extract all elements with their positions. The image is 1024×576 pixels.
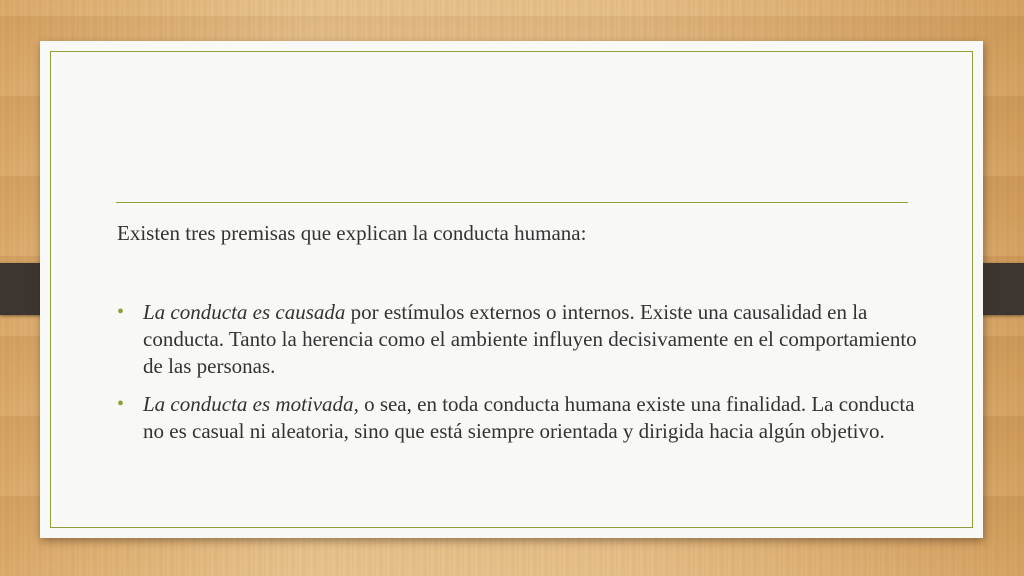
slide-card [40, 41, 983, 538]
bullet-emphasis: La conducta es causada [143, 300, 346, 324]
slide-frame-border [50, 51, 973, 528]
bullet-emphasis: La conducta es motivada [143, 392, 354, 416]
bullet-icon: • [117, 301, 125, 323]
bullet-text: , o sea, en toda conducta humana existe una finalidad. La conducta no es casual ni aleatoria, sino que está siempre orientada y dirigida hacia algún objetivo. [143, 392, 915, 443]
bullet-list [117, 299, 917, 456]
title-divider-line [116, 202, 908, 203]
bullet-icon: • [117, 393, 125, 415]
bullet-item-causada [117, 299, 917, 380]
bullet-item-motivada [117, 391, 917, 445]
bullet-text: por estímulos externos o internos. Existe una causalidad en la conducta. Tanto la herencia como el ambiente influyen decisivamente en el comportamiento de las personas. [143, 300, 917, 378]
intro-text: Existen tres premisas que explican la conducta humana: [117, 221, 587, 245]
